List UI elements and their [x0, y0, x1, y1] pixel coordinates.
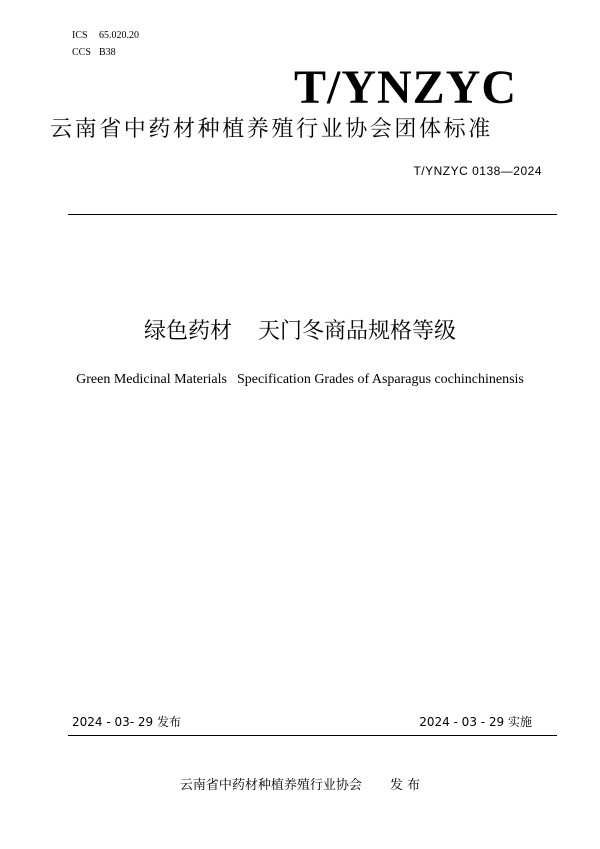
- ics-label: ICS: [72, 30, 88, 41]
- standard-number: T/YNZYC 0138—2024: [413, 164, 542, 178]
- ics-classification: [72, 30, 139, 42]
- chinese-title-part2: 天门冬商品规格等级: [258, 319, 457, 344]
- chinese-title-part1: 绿色药材: [143, 319, 232, 344]
- ccs-code: B38: [99, 47, 116, 58]
- top-divider: [68, 214, 557, 215]
- publish-date: 2024 - 03- 29 发布: [72, 715, 181, 729]
- ics-code: 65.020.20: [99, 30, 139, 41]
- implement-date: 2024 - 03 - 29 实施: [419, 715, 532, 729]
- bottom-divider: [68, 735, 557, 736]
- publisher-line: [0, 777, 600, 795]
- publisher-name: 云南省中药材种植养殖行业协会: [179, 778, 362, 793]
- ccs-classification: [72, 47, 116, 59]
- english-title: [0, 371, 600, 389]
- standard-logo: T/YNZYC: [293, 61, 517, 114]
- english-title-part1: Green Medicinal Materials: [76, 372, 227, 387]
- chinese-title: [0, 317, 600, 347]
- organization-title: 云南省中药材种植养殖行业协会团体标准: [50, 117, 493, 142]
- ccs-label: CCS: [72, 47, 91, 58]
- publish-action: 发 布: [389, 778, 421, 793]
- english-title-part2: Specification Grades of Asparagus cochinchinensis: [236, 372, 524, 387]
